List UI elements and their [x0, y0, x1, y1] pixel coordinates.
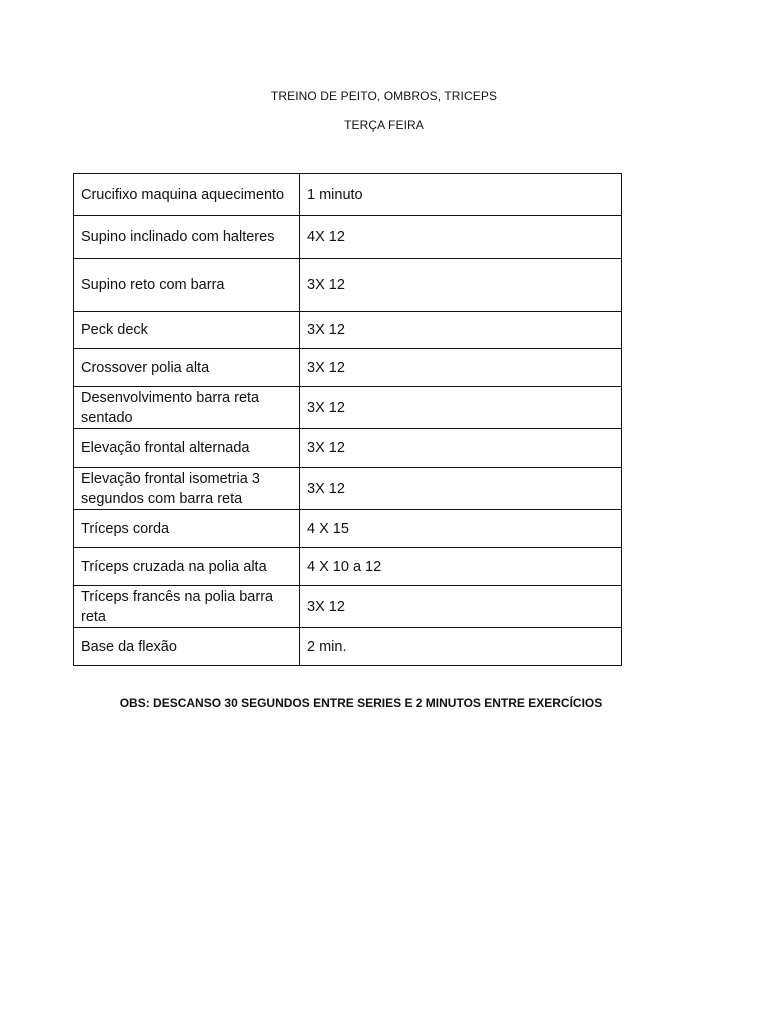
sets-cell: 3X 12 — [300, 586, 622, 628]
exercise-cell: Tríceps corda — [74, 510, 300, 548]
sets-cell: 3X 12 — [300, 312, 622, 349]
exercise-cell: Tríceps francês na polia barra reta — [74, 586, 300, 628]
table-row — [74, 216, 622, 259]
exercise-cell: Peck deck — [74, 312, 300, 349]
document-subtitle: TERÇA FEIRA — [344, 118, 424, 132]
table-row — [74, 468, 622, 510]
table-row — [74, 312, 622, 349]
table-row — [74, 510, 622, 548]
sets-cell: 3X 12 — [300, 259, 622, 312]
sets-cell: 3X 12 — [300, 429, 622, 468]
sets-cell: 3X 12 — [300, 349, 622, 387]
table-row — [74, 429, 622, 468]
exercise-cell: Crossover polia alta — [74, 349, 300, 387]
sets-cell: 4 X 15 — [300, 510, 622, 548]
table-row — [74, 349, 622, 387]
table-row — [74, 548, 622, 586]
exercise-cell: Crucifixo maquina aquecimento — [74, 174, 300, 216]
rest-note: OBS: DESCANSO 30 SEGUNDOS ENTRE SERIES E 2 MINUTOS ENTRE EXERCÍCIOS — [119, 696, 603, 710]
workout-table — [73, 173, 622, 666]
sets-cell: 4 X 10 a 12 — [300, 548, 622, 586]
table-row — [74, 259, 622, 312]
exercise-cell: Tríceps cruzada na polia alta — [74, 548, 300, 586]
exercise-cell: Base da flexão — [74, 628, 300, 666]
table-row — [74, 387, 622, 429]
exercise-cell: Elevação frontal alternada — [74, 429, 300, 468]
document-title: TREINO DE PEITO, OMBROS, TRICEPS — [270, 89, 498, 103]
sets-cell: 3X 12 — [300, 387, 622, 429]
sets-cell: 3X 12 — [300, 468, 622, 510]
sets-cell: 4X 12 — [300, 216, 622, 259]
table-row — [74, 174, 622, 216]
exercise-cell: Supino reto com barra — [74, 259, 300, 312]
sets-cell: 2 min. — [300, 628, 622, 666]
table-row — [74, 628, 622, 666]
exercise-cell: Desenvolvimento barra reta sentado — [74, 387, 300, 429]
sets-cell: 1 minuto — [300, 174, 622, 216]
table-row — [74, 586, 622, 628]
exercise-cell: Supino inclinado com halteres — [74, 216, 300, 259]
exercise-cell: Elevação frontal isometria 3 segundos com barra reta — [74, 468, 300, 510]
